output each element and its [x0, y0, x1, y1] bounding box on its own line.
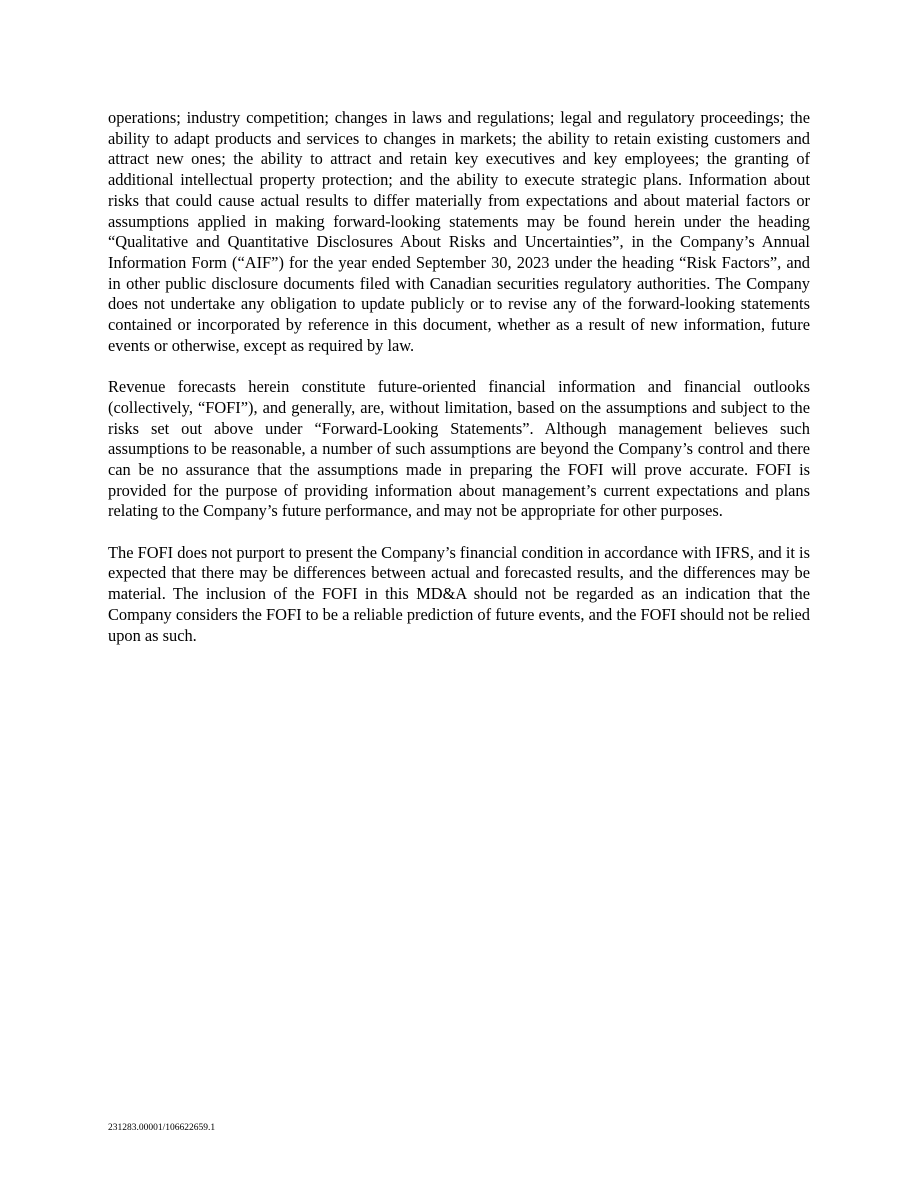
footer-document-id: 231283.00001/106622659.1 — [108, 1123, 216, 1133]
paragraph-risk-factors: operations; industry competition; changes in laws and regulations; legal and regulatory proceedings; the ability to adapt products and services to changes in markets; the ability to retain existing customers and attract new ones; the ability to attract and retain key executives and key employees; the granting of additional intellectual property protection; and the ability to execute strategic plans. Information about risks that could cause actual results to differ materially from expectations and about material factors or assumptions applied in making forward-looking statements may be found herein under the heading “Qualitative and Quantitative Disclosures About Risks and Uncertainties”, in the Company’s Annual Information Form (“AIF”) for the year ended September 30, 2023 under the heading “Risk Factors”, and in other public disclosure documents filed with Canadian securities regulatory authorities. The Company does not undertake any obligation to update publicly or to revise any of the forward-looking statements contained or incorporated by reference in this document, whether as a result of new information, future events or otherwise, except as required by law. — [108, 108, 810, 355]
paragraph-fofi-disclaimer: The FOFI does not purport to present the Company’s financial condition in accordance with IFRS, and it is expected that there may be differences between actual and forecasted results, and the differences may be material. The inclusion of the FOFI in this MD&A should not be regarded as an indication that the Company considers the FOFI to be a reliable prediction of future events, and the FOFI should not be relied upon as such. — [108, 542, 810, 645]
paragraph-fofi-definition: Revenue forecasts herein constitute future‑oriented financial information and financial outlooks (collectively, “FOFI”), and generally, are, without limitation, based on the assumptions and subject to the risks set out above under “Forward‑Looking Statements”. Although management believes such assumptions to be reasonable, a number of such assumptions are beyond the Company’s control and there can be no assurance that the assumptions made in preparing the FOFI will prove accurate. FOFI is provided for the purpose of providing information about management’s current expectations and plans relating to the Company’s future performance, and may not be appropriate for other purposes. — [108, 377, 810, 521]
body-text — [108, 108, 810, 667]
